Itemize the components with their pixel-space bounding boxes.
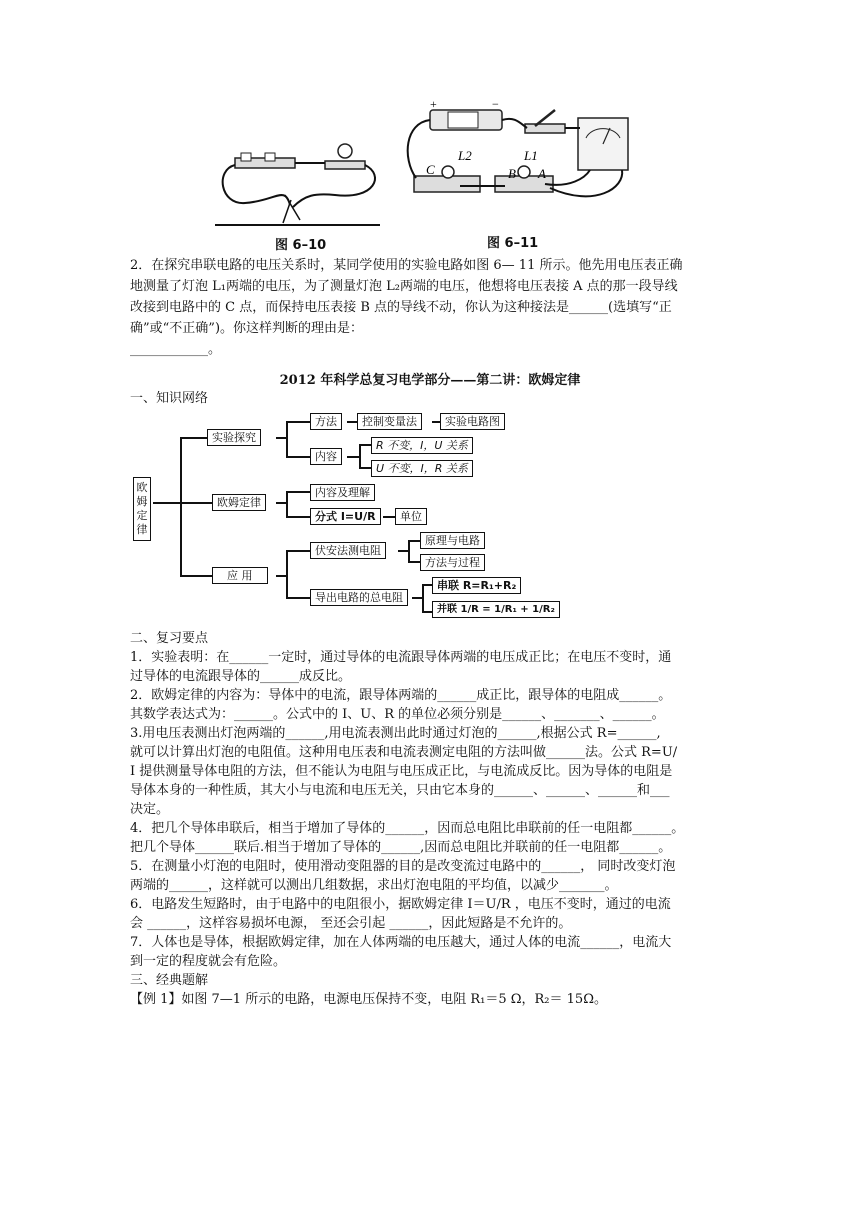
point-line: 5．在测量小灯泡的电阻时，使用滑动变阻器的目的是改变流过电路中的______， 同时改变灯泡 bbox=[130, 859, 676, 874]
l2-label: L2 bbox=[458, 148, 472, 163]
point-line: 决定。 bbox=[130, 802, 170, 817]
l1-label: L1 bbox=[524, 148, 538, 163]
node-voltammetry: 伏安法测电阻 bbox=[310, 542, 386, 559]
point-line: 3.用电压表测出灯泡两端的______,用电流表测出此时通过灯泡的______,根据公式 R=______, bbox=[130, 726, 661, 741]
node-content-understanding: 内容及理解 bbox=[310, 484, 375, 501]
point-line: 过导体的电流跟导体的______成反比。 bbox=[130, 669, 352, 684]
point-a-label: A bbox=[538, 166, 546, 181]
point-line: 2．欧姆定律的内容为：导体中的电流，跟导体两端的______成正比，跟导体的电阻成______。 bbox=[130, 688, 672, 703]
section-knowledge-network: 一、知识网络 bbox=[130, 391, 209, 406]
point-c-label: C bbox=[426, 162, 435, 177]
figure-6-10 bbox=[215, 125, 385, 240]
node-formula: 分式 I=U/R bbox=[310, 508, 381, 525]
point-line: 1．实验表明：在______一定时，通过导体的电流跟导体两端的电压成正比；在电压不变时，通 bbox=[130, 650, 672, 665]
q2-line-5: ____________。 bbox=[130, 342, 222, 357]
node-circuit-diagram: 实验电路图 bbox=[440, 413, 505, 430]
q2-line-3: 改接到电路中的 C 点，而保持电压表接 B 点的导线不动，你认为这种接法是______(选填写“正 bbox=[130, 300, 672, 315]
q2-line-1: 2．在探究串联电路的电压关系时，某同学使用的实验电路如图 6— 11 所示。他先用电压表正确 bbox=[130, 258, 683, 273]
figure-6-11 bbox=[400, 98, 635, 223]
section-review-points: 二、复习要点 bbox=[130, 631, 209, 646]
node-u-constant: U 不变，I，R 关系 bbox=[371, 460, 473, 477]
point-line: 把几个导体______联后.相当于增加了导体的______,因而总电阻比并联前的任一电阻都______。 bbox=[130, 840, 672, 855]
node-method-process: 方法与过程 bbox=[420, 554, 485, 571]
point-line: 6．电路发生短路时，由于电路中的电阻很小，据欧姆定律 I＝U/R ，电压不变时，通过的电流 bbox=[130, 897, 671, 912]
circuit-photo-6-11 bbox=[400, 98, 635, 223]
circuit-photo-6-10 bbox=[215, 125, 385, 240]
point-line: 两端的______，这样就可以测出几组数据，求出灯泡电阻的平均值，以减少_______。 bbox=[130, 878, 618, 893]
point-line: 到一定的程度就会有危险。 bbox=[130, 954, 287, 969]
node-total-resistance: 导出电路的总电阻 bbox=[310, 589, 408, 606]
plus-label: + bbox=[430, 98, 437, 111]
minus-label: − bbox=[492, 98, 499, 111]
node-content: 内容 bbox=[310, 448, 342, 465]
node-application: 应 用 bbox=[212, 567, 268, 584]
node-ohms-law: 欧姆定律 bbox=[212, 494, 266, 511]
point-line: 4．把几个导体串联后，相当于增加了导体的______，因而总电阻比串联前的任一电阻都______。 bbox=[130, 821, 685, 836]
example-1: 【例 1】如图 7—1 所示的电路，电源电压保持不变，电阻 R₁＝5 Ω，R₂＝ 15Ω。 bbox=[130, 992, 607, 1007]
node-method: 方法 bbox=[310, 413, 342, 430]
node-control-variable: 控制变量法 bbox=[357, 413, 422, 430]
figure-6-11-caption: 图 6–11 bbox=[487, 236, 539, 251]
node-root: 欧姆定律 bbox=[133, 477, 151, 541]
point-line: I 提供测量导体电阻的方法，但不能认为电阻与电压成正比，与电流成反比。因为导体的电阻是 bbox=[130, 764, 673, 779]
point-b-label: B bbox=[508, 166, 516, 181]
section-classic-examples: 三、经典题解 bbox=[130, 973, 209, 988]
node-r-constant: R 不变，I，U 关系 bbox=[371, 437, 473, 454]
point-line: 会 ______，这样容易损坏电源， 至还会引起 ______，因此短路是不允许的。 bbox=[130, 916, 572, 931]
node-principle: 原理与电路 bbox=[420, 532, 485, 549]
point-line: 7．人体也是导体，根据欧姆定律，加在人体两端的电压越大，通过人体的电流______，电流大 bbox=[130, 935, 672, 950]
node-series: 串联 R=R₁+R₂ bbox=[432, 577, 521, 594]
point-line: 导体本身的一种性质，其大小与电流和电压无关，只由它本身的______、______、______和___ bbox=[130, 783, 670, 798]
node-experiment: 实验探究 bbox=[207, 429, 261, 446]
q2-line-2: 地测量了灯泡 L₁两端的电压，为了测量灯泡 L₂两端的电压，他想将电压表接 A 点的那一段导线 bbox=[130, 279, 678, 294]
point-line: 其数学表达式为：______。公式中的 I、U、R 的单位必须分别是______、_______、______。 bbox=[130, 707, 665, 722]
point-line: 就可以计算出灯泡的电阻值。这种用电压表和电流表测定电阻的方法叫做______法。公式 R=U/ bbox=[130, 745, 678, 760]
q2-line-4: 确”或“不正确”)。你这样判断的理由是： bbox=[130, 321, 364, 336]
figure-6-10-caption: 图 6–10 bbox=[275, 238, 327, 253]
node-unit: 单位 bbox=[395, 508, 427, 525]
lesson-title: 2012 年科学总复习电学部分——第二讲：欧姆定律 bbox=[279, 373, 581, 388]
node-parallel: 并联 1/R = 1/R₁ + 1/R₂ bbox=[432, 601, 560, 618]
